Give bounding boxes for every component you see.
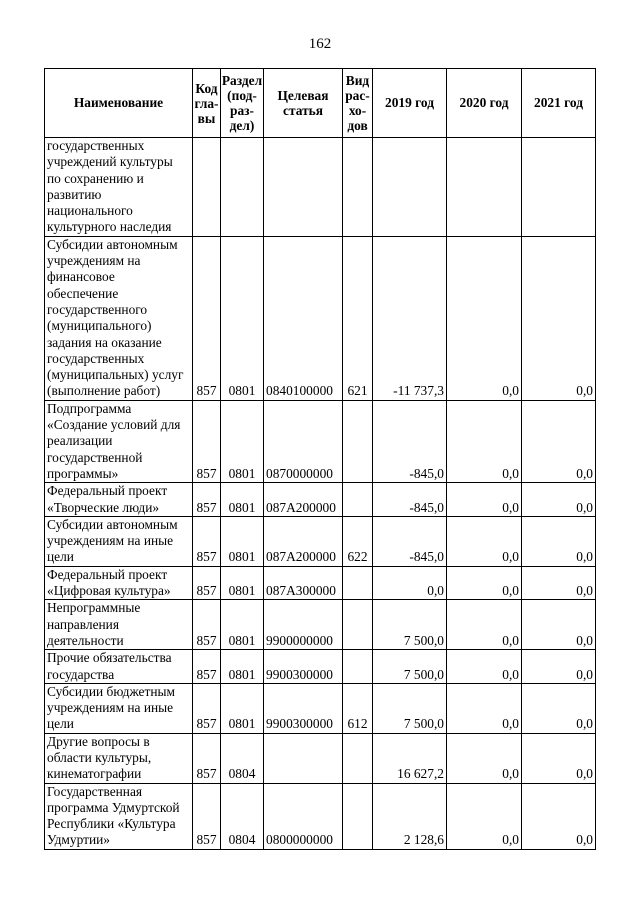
row-name: Государственная программа Удмуртской Республики «Культура Удмуртии» [45,783,193,849]
header-expense-type: Вид рас- хо- дов [343,69,373,138]
row-value-2020: 0,0 [447,783,522,849]
row-chapter-code: 857 [193,650,221,684]
row-value-2020: 0,0 [447,650,522,684]
row-target-article [264,733,343,783]
budget-table [44,68,596,850]
row-target-article: 0870000000 [264,400,343,482]
row-section: 0804 [221,783,264,849]
row-name: Субсидии бюджетным учреждениям на иные цели [45,683,193,733]
row-chapter-code: 857 [193,733,221,783]
header-target-article: Целевая статья [264,69,343,138]
row-value-2020: 0,0 [447,483,522,517]
table-row [45,138,596,237]
row-expense-type [343,566,373,600]
row-value-2021: 0,0 [522,516,596,566]
row-name: Прочие обязательства государства [45,650,193,684]
row-expense-type: 622 [343,516,373,566]
row-value-2019: 7 500,0 [373,600,447,650]
header-chapter-code: Код гла- вы [193,69,221,138]
row-value-2021: 0,0 [522,600,596,650]
row-name: Другие вопросы в области культуры, кинематографии [45,733,193,783]
row-value-2019 [373,138,447,237]
table-row [45,783,596,849]
row-section [221,138,264,237]
row-value-2021: 0,0 [522,783,596,849]
row-chapter-code: 857 [193,483,221,517]
row-section: 0804 [221,733,264,783]
table-row [45,236,596,400]
row-target-article: 087А200000 [264,516,343,566]
row-section: 0801 [221,483,264,517]
row-value-2021: 0,0 [522,483,596,517]
row-target-article: 9900300000 [264,683,343,733]
row-value-2019: 7 500,0 [373,683,447,733]
row-value-2020: 0,0 [447,683,522,733]
row-section: 0801 [221,650,264,684]
row-chapter-code: 857 [193,566,221,600]
table-row [45,600,596,650]
row-target-article: 087А200000 [264,483,343,517]
row-value-2021: 0,0 [522,236,596,400]
table-row [45,650,596,684]
row-chapter-code: 857 [193,236,221,400]
row-value-2019: 2 128,6 [373,783,447,849]
row-value-2020: 0,0 [447,516,522,566]
row-expense-type [343,483,373,517]
row-value-2021: 0,0 [522,683,596,733]
row-value-2021: 0,0 [522,400,596,482]
row-value-2020: 0,0 [447,600,522,650]
row-name: государственных учреждений культуры по сохранению и развитию национального культурного наследия [45,138,193,237]
row-chapter-code: 857 [193,600,221,650]
row-value-2020 [447,138,522,237]
row-chapter-code: 857 [193,783,221,849]
row-value-2019: -11 737,3 [373,236,447,400]
row-name: Федеральный проект «Цифровая культура» [45,566,193,600]
row-value-2019: 7 500,0 [373,650,447,684]
row-value-2019: -845,0 [373,483,447,517]
row-section: 0801 [221,400,264,482]
row-value-2020: 0,0 [447,566,522,600]
row-expense-type [343,600,373,650]
row-chapter-code: 857 [193,683,221,733]
row-section: 0801 [221,516,264,566]
row-section: 0801 [221,566,264,600]
table-header-row [45,69,596,138]
row-value-2019: 0,0 [373,566,447,600]
row-section: 0801 [221,600,264,650]
table-row [45,400,596,482]
row-value-2019: -845,0 [373,400,447,482]
row-name: Федеральный проект «Творческие люди» [45,483,193,517]
table-row [45,516,596,566]
row-name: Субсидии автономным учреждениям на финансовое обеспечение государственного (муниципального) задания на оказание государственных (муниципальных) услуг (выполнение работ) [45,236,193,400]
table-row [45,733,596,783]
table-row [45,566,596,600]
row-chapter-code: 857 [193,400,221,482]
row-expense-type [343,400,373,482]
header-section: Раздел (под- раз- дел) [221,69,264,138]
header-2021: 2021 год [522,69,596,138]
header-name: Наименование [45,69,193,138]
row-expense-type [343,733,373,783]
row-expense-type: 621 [343,236,373,400]
row-value-2020: 0,0 [447,400,522,482]
row-value-2020: 0,0 [447,733,522,783]
row-target-article: 9900000000 [264,600,343,650]
row-value-2020: 0,0 [447,236,522,400]
row-target-article: 087А300000 [264,566,343,600]
table-row [45,683,596,733]
row-target-article: 9900300000 [264,650,343,684]
row-section: 0801 [221,683,264,733]
row-value-2019: 16 627,2 [373,733,447,783]
page-number: 162 [308,36,332,52]
row-chapter-code: 857 [193,516,221,566]
row-value-2021 [522,138,596,237]
row-value-2019: -845,0 [373,516,447,566]
row-value-2021: 0,0 [522,733,596,783]
row-target-article [264,138,343,237]
row-target-article: 0840100000 [264,236,343,400]
row-name: Подпрограмма «Создание условий для реализации государственной программы» [45,400,193,482]
row-name: Субсидии автономным учреждениям на иные цели [45,516,193,566]
table-row [45,483,596,517]
row-expense-type [343,783,373,849]
row-chapter-code [193,138,221,237]
row-expense-type: 612 [343,683,373,733]
row-value-2021: 0,0 [522,566,596,600]
header-2019: 2019 год [373,69,447,138]
row-target-article: 0800000000 [264,783,343,849]
row-name: Непрограммные направления деятельности [45,600,193,650]
row-expense-type [343,138,373,237]
row-value-2021: 0,0 [522,650,596,684]
row-section: 0801 [221,236,264,400]
header-2020: 2020 год [447,69,522,138]
row-expense-type [343,650,373,684]
